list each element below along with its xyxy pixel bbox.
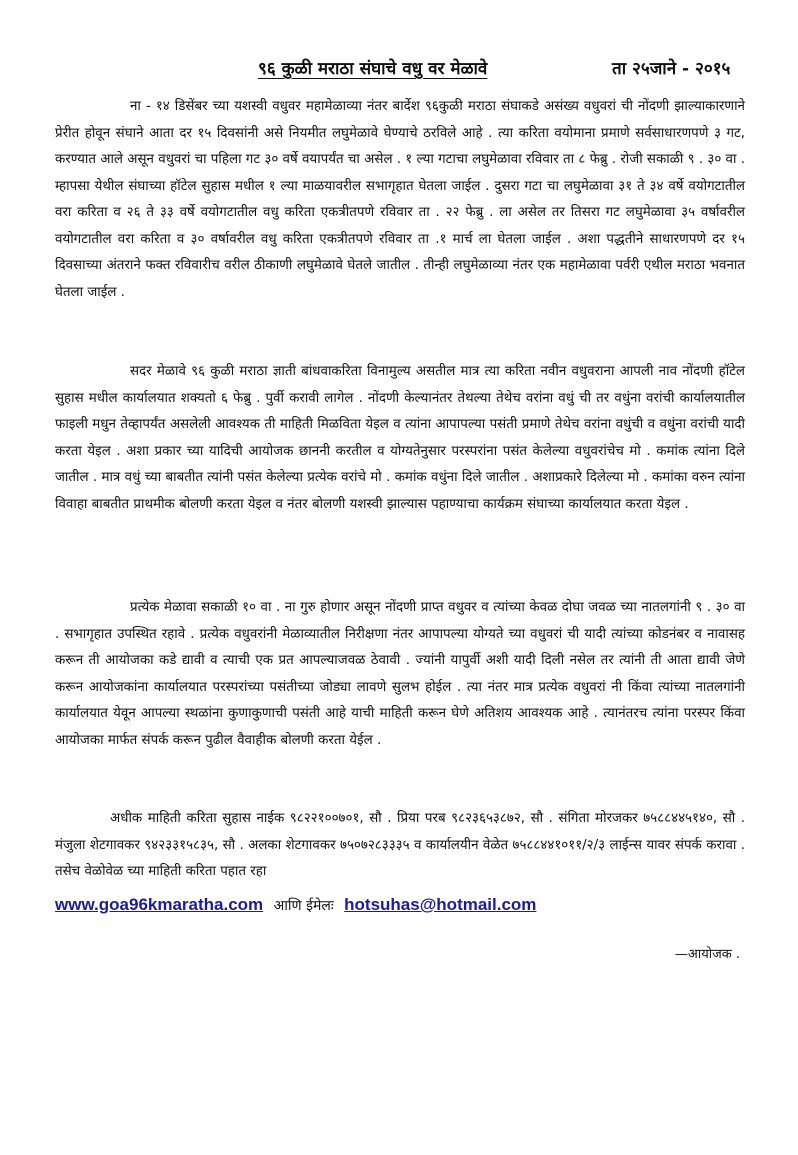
document-header [0,56,798,86]
organizer-signature: —आयोजक . [674,947,740,962]
paragraph-schedule: ना - १४ डिसेंबर च्या यशस्वी वधुवर महामेळाव्या नंतर बार्देश ९६कुळी मराठा संघाकडे असंख्य वधुवरां ची नोंदणी झाल्याकारणाने प्रेरीत होवून संघाने आता दर १५ दिवसांनी असे नियमीत लघुमेळावे घेण्याचे ठरविले आहे . त्या करिता वयोमाना प्रमाणे सर्वसाधारणपणे ३ गट, करण्यात आले असून वधुवरां चा पहिला गट ३० वर्षे वयापर्यंत चा असेल . १ ल्या गटाचा लघुमेळावा रविवार ता ८ फेब्रु . रोजी सकाळी ९ . ३० वा . म्हापसा येथील संघाच्या हॉटेल सुहास मधील १ ल्या माळयावरील सभागृहात घेतला जाईल . दुसरा गटा चा लघुमेळावा ३१ ते ३४ वर्षे वयोगटातील वरा करिता व २६ ते ३३ वर्षे वयोगटातील वधु करिता एकत्रीतपणे रविवार ता . २२ फेब्रु . ला असेल तर तिसरा गट लघुमेळावा ३५ वर्षावरील वयोगटातील वरा करिता व ३० वर्षावरील वधु करिता एकत्रीतपणे रविवार ता .१ मार्च ला घेतला जाईल . अशा पद्धतीने साधारणपणे दर १५ दिवसाच्या अंतराने फक्त रविवारीच वरील ठीकाणी लघुमेळावे घेतले जातील . तीन्ही लघुमेळाव्या नंतर एक महामेळावा पर्वरी एथील मराठा भवनात घेतला जाईल . [55,99,745,300]
document-title: ९६ कुळी मराठा संघाचे वधु वर मेळावे [258,59,488,79]
contact-paragraph: अधीक माहिती करिता सुहास नाईक ९८२२१००७०१, सौ . प्रिया परब ९८२३६५३८७२, सौ . संगिता मोरजकर ७५८८४४५१४०, सौ . मंजुला शेटगावकर ९४२३३१५८३५, सौ . अलका शेटगावकर ७५०७२८३३३५ व कार्यालयीन वेळेत ७५८८४४१०११/२/३ लाईन्स यावर संपर्क करावा . तसेच वेळोवेळ च्या माहिती करिता पहात रहा [55,811,745,879]
paragraph-procedure: प्रत्येक मेळावा सकाळी १० वा . ना गुरु होणार असून नोंदणी प्राप्त वधुवर व त्यांच्या केवळ दोघा जवळ च्या नातलगांनी ९ . ३० वा . सभागृहात उपस्थित रहावे . प्रत्येक वधुवरांनी मेळाव्यातील निरीक्षणा नंतर आपापल्या योग्यते च्या वधुवरां ची यादी त्यांच्या कोडनंबर व नावासह करून ती आयोजका कडे द्यावी व त्याची एक प्रत आपल्याजवळ ठेवावी . ज्यांनी यापुर्वी अशी यादी दिली नसेल तर त्यांनी ती आता द्यावी जेणे करून आयोजकांना कार्यालयात परस्परांच्या पसंतीच्या जोड्या लावणे सुलभ होईल . त्या नंतर मात्र प्रत्येक वधुवरां नी किंवा त्यांच्या नातलगांनी कार्यालयात येवून आपल्या स्थळांना कुणाकुणाची पसंती आहे याची माहिती करून घेणे अतिशय आवश्यक आहे . त्यानंतरच त्यांना परस्पर किंवा आयोजका मार्फत संपर्क करून पुढील वैवाहीक बोलणी करता येईल . [55,600,745,748]
links-conjunction: आणि ईमेलः [273,898,334,914]
links-line [55,895,536,915]
document-date: ता २५जाने - २०१५ [612,59,731,79]
website-link[interactable]: www.goa96kmaratha.com [55,895,264,914]
paragraph-registration: सदर मेळावे ९६ कुळी मराठा ज्ञाती बांधवाकरिता विनामुल्य असतील मात्र त्या करिता नवीन वधुवराना आपली नाव नोंदणी हॉटेल सुहास मधील कार्यालयात शक्यतो ६ फेब्रु . पुर्वी करावी लागेल . नोंदणी केल्यानंतर तेथल्या तेथेच वरांना वधुं ची तर वधुंना वरांची कार्यालयातील फाइली मधुन तेव्हापर्यंत असलेली आवश्यक ती माहिती मिळविता येइल व त्यांना आपापल्या पसंती प्रमाणे तेथेच वरांना वधुंची व वधुंना वरांची यादी करता येइल . अशा प्रकार च्या यादिची आयोजक छाननी करतील व योग्यतेनुसार परस्परांना पसंत केलेल्या वधुवरांचेच मो . कमांक त्यांना दिले जातील . मात्र वधुं च्या बाबतीत त्यांनी पसंत केलेल्या प्रत्येक वरांचे मो . कमांक वधुंना दिले जातील . अशाप्रकारे दिलेल्या मो . कमांका वरुन त्यांना विवाहा बाबतीत प्राथमीक बोलणी करता येइल व नंतर बोलणी यशस्वी झाल्यास पहाण्याचा कार्यक्रम संघाच्या कार्यालयात करता येइल . [55,364,745,512]
email-link[interactable]: hotsuhas@hotmail.com [344,895,537,914]
